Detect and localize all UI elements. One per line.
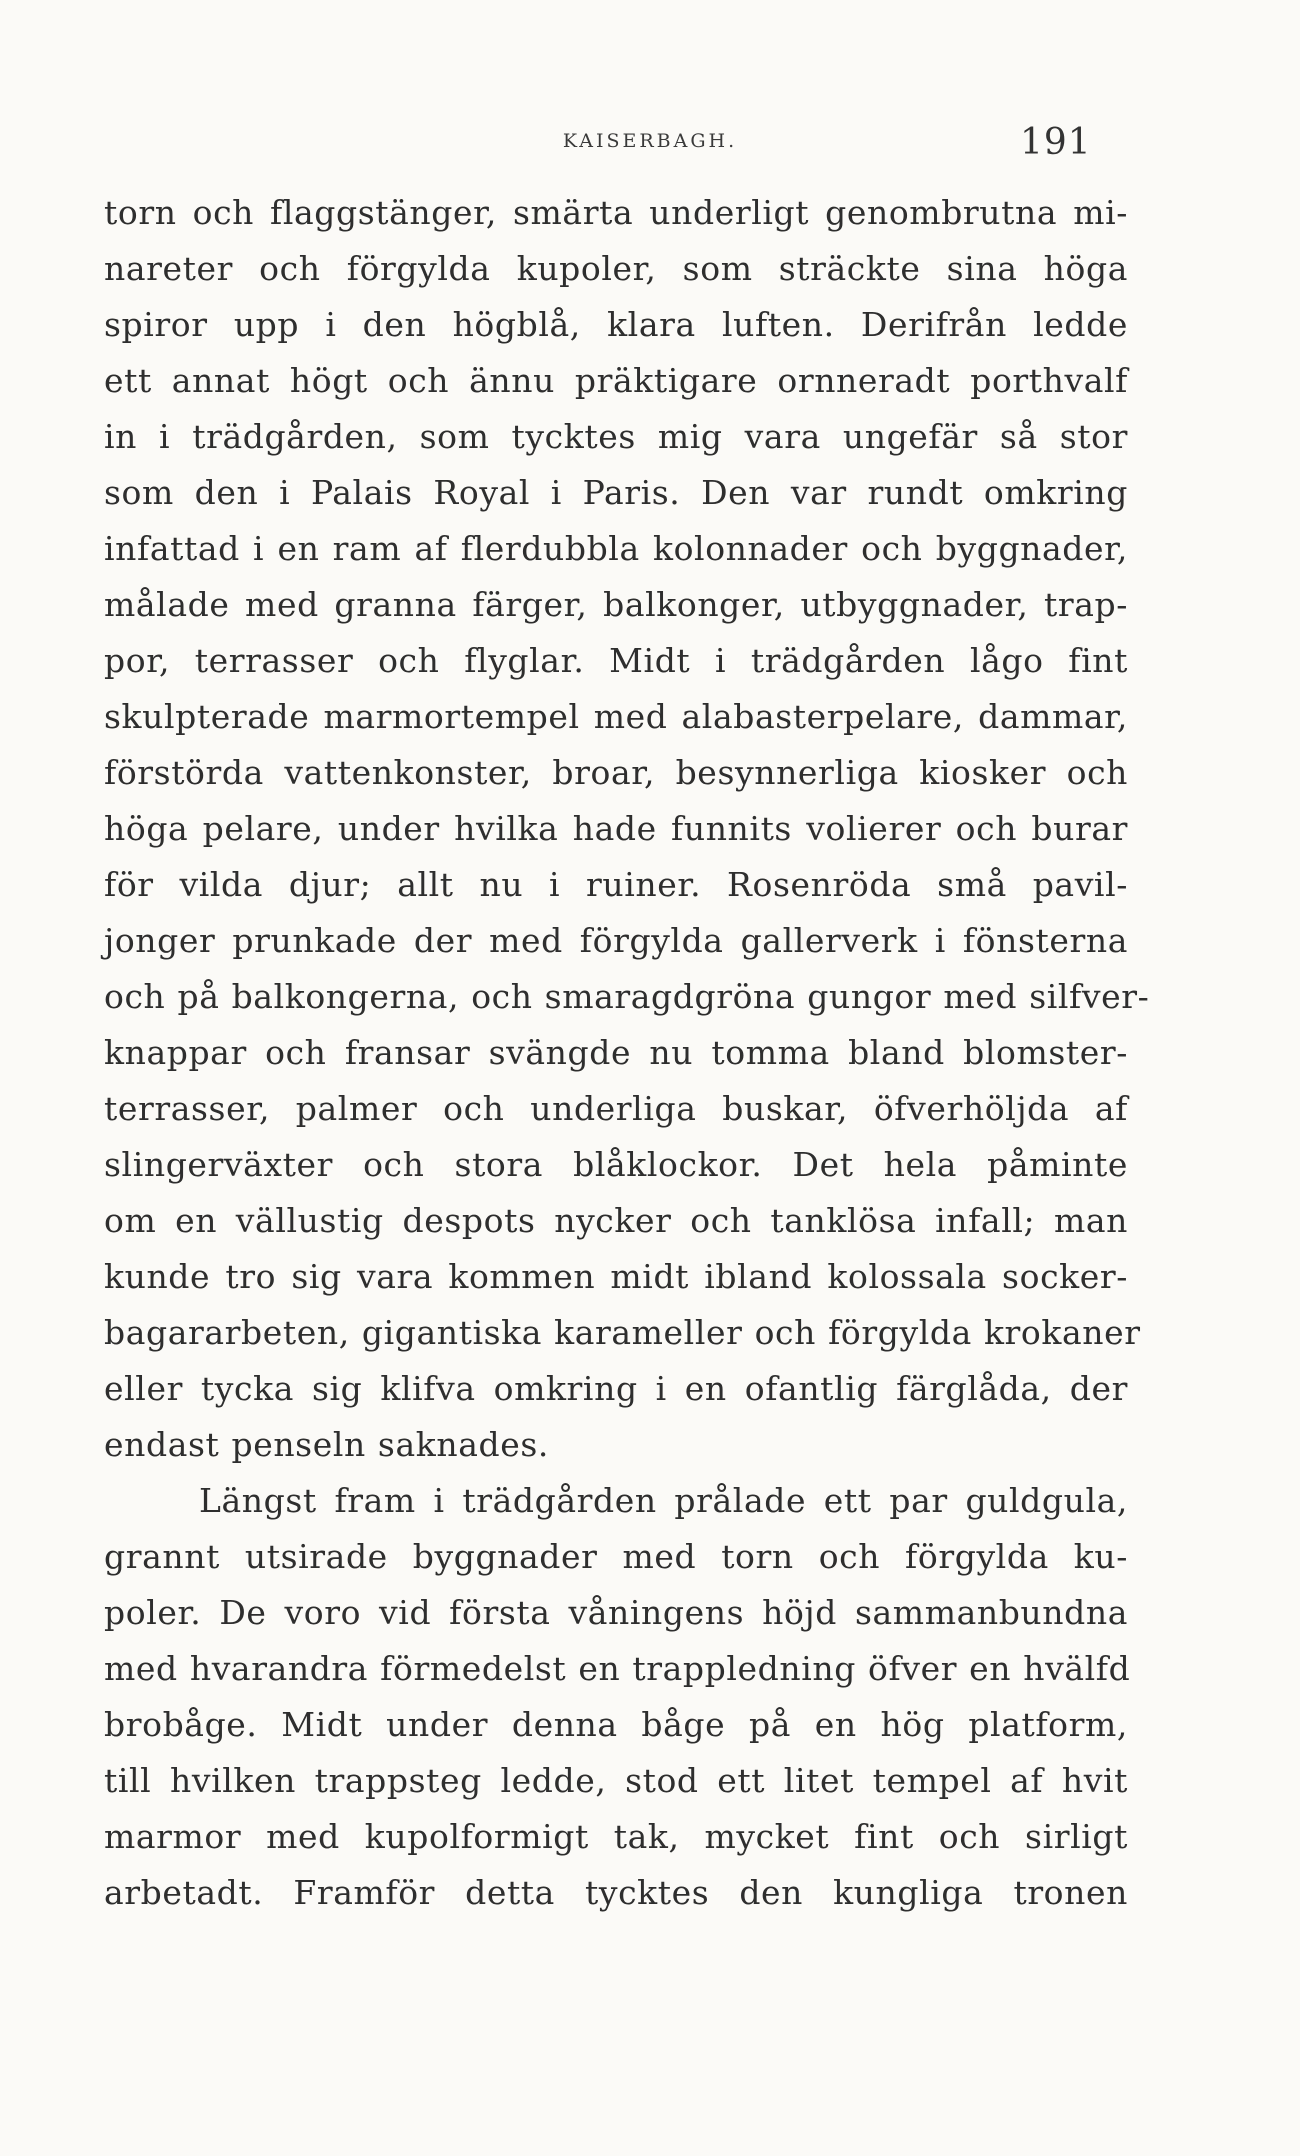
- text-line: för vilda djur; allt nu i ruiner. Rosenröda små pavil-: [104, 865, 1128, 904]
- text-line: förstörda vattenkonster, broar, besynnerliga kiosker och: [104, 753, 1128, 792]
- text-line: poler. De voro vid första våningens höjd sammanbundna: [104, 1593, 1128, 1632]
- text-line: eller tycka sig klifva omkring i en ofantlig färglåda, der: [104, 1369, 1128, 1408]
- paragraph-start-line: Längst fram i trädgården prålade ett par guldgula,: [199, 1481, 1128, 1520]
- text-line: por, terrasser och flyglar. Midt i trädgården lågo fint: [104, 641, 1128, 680]
- text-line: med hvarandra förmedelst en trappledning öfver en hvälfd: [104, 1649, 1131, 1688]
- paragraph-end-line: endast penseln saknades.: [104, 1425, 549, 1464]
- text-line: infattad i en ram af flerdubbla kolonnader och byggnader,: [104, 529, 1128, 568]
- body-text: [104, 185, 1150, 1921]
- page-number: 191: [1020, 122, 1092, 163]
- text-line: som den i Palais Royal i Paris. Den var rundt omkring: [104, 473, 1128, 512]
- text-line: kunde tro sig vara kommen midt ibland kolossala socker-: [104, 1257, 1128, 1296]
- text-line: och på balkongerna, och smaragdgröna gungor med silfver-: [104, 977, 1150, 1016]
- text-line: in i trädgården, som tycktes mig vara ungefär så stor: [104, 417, 1128, 456]
- text-line: terrasser, palmer och underliga buskar, öfverhöljda af: [104, 1089, 1128, 1128]
- text-line: brobåge. Midt under denna båge på en hög platform,: [104, 1705, 1128, 1744]
- text-line: om en vällustig despots nycker och tanklösa infall; man: [104, 1201, 1128, 1240]
- text-line: till hvilken trappsteg ledde, stod ett litet tempel af hvit: [104, 1761, 1128, 1800]
- text-line: grannt utsirade byggnader med torn och förgylda ku-: [104, 1537, 1128, 1576]
- text-line: arbetadt. Framför detta tycktes den kungliga tronen: [104, 1873, 1128, 1912]
- text-line: jonger prunkade der med förgylda gallerverk i fönsterna: [104, 921, 1128, 960]
- text-line: målade med granna färger, balkonger, utbyggnader, trap-: [104, 585, 1128, 624]
- text-line: nareter och förgylda kupoler, som sträckte sina höga: [104, 249, 1128, 288]
- text-line: marmor med kupolformigt tak, mycket fint och sirligt: [104, 1817, 1128, 1856]
- text-line: torn och flaggstänger, smärta underligt genombrutna mi-: [104, 193, 1128, 232]
- running-head: [0, 122, 1300, 162]
- text-line: slingerväxter och stora blåklockor. Det hela påminte: [104, 1145, 1128, 1184]
- text-line: knappar och fransar svängde nu tomma bland blomster-: [104, 1033, 1128, 1072]
- text-line: höga pelare, under hvilka hade funnits volierer och burar: [104, 809, 1128, 848]
- text-line: spiror upp i den högblå, klara luften. Derifrån ledde: [104, 305, 1128, 344]
- text-line: ett annat högt och ännu präktigare ornneradt porthvalf: [104, 361, 1128, 400]
- text-line: bagararbeten, gigantiska karameller och förgylda krokaner: [104, 1313, 1141, 1352]
- text-line: skulpterade marmortempel med alabasterpelare, dammar,: [104, 697, 1128, 736]
- running-title: KAISERBAGH.: [562, 130, 738, 152]
